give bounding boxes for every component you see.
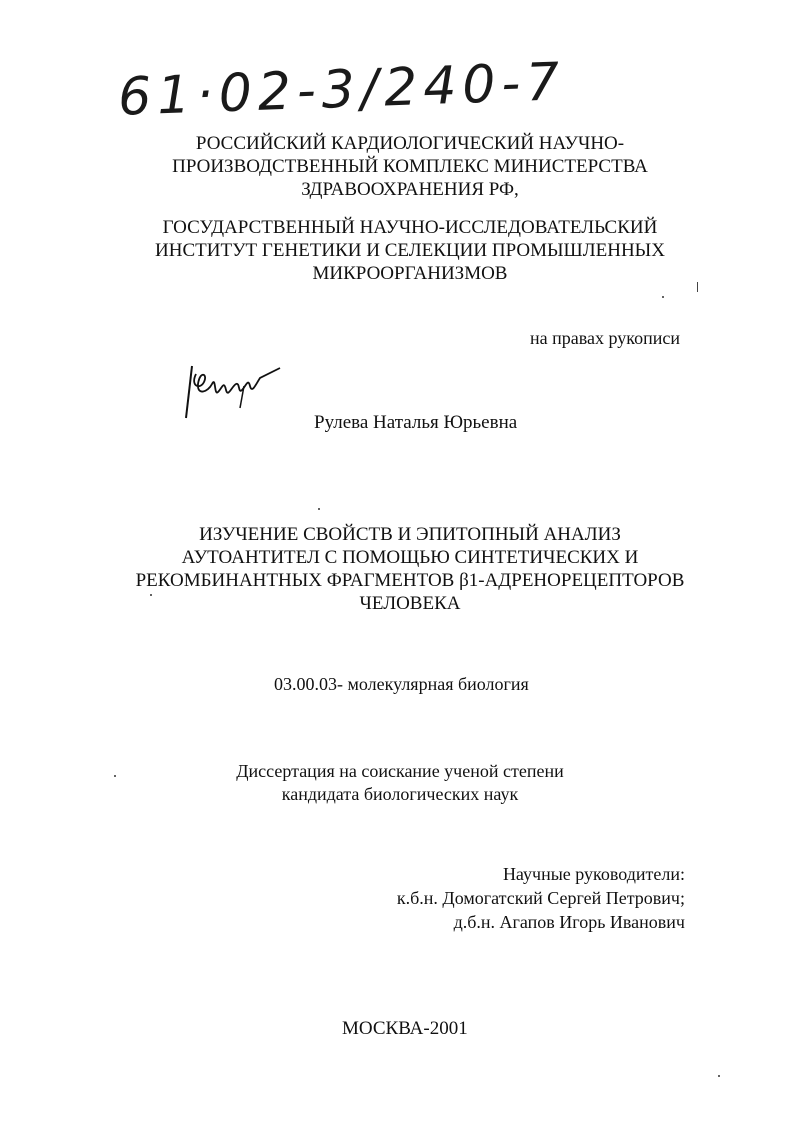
org2-line: МИКРООРГАНИЗМОВ [312, 263, 508, 284]
supervisors-block [397, 862, 685, 934]
supervisors-heading: Научные руководители: [502, 864, 685, 884]
specialty-code: 03.00.03- молекулярная биология [274, 674, 529, 694]
title-line: ЧЕЛОВЕКА [359, 593, 461, 614]
scan-speck [114, 775, 116, 777]
organization-1 [100, 132, 720, 201]
scan-mark [697, 282, 698, 292]
city-year: МОСКВА-2001 [342, 1018, 468, 1039]
degree-line: Диссертация на соискание ученой степени [236, 761, 564, 781]
org2-line: ГОСУДАРСТВЕННЫЙ НАУЧНО-ИССЛЕДОВАТЕЛЬСКИЙ [162, 217, 658, 238]
supervisor-name: д.б.н. Агапов Игорь Иванович [453, 912, 685, 932]
scan-speck [150, 594, 152, 596]
org1-line: ЗДРАВООХРАНЕНИЯ РФ, [301, 179, 519, 200]
degree-line: кандидата биологических наук [281, 784, 519, 804]
title-line: АУТОАНТИТЕЛ С ПОМОЩЬЮ СИНТЕТИЧЕСКИХ И [181, 547, 639, 568]
title-line: ИЗУЧЕНИЕ СВОЙСТВ И ЭПИТОПНЫЙ АНАЛИЗ [199, 524, 621, 545]
supervisor-name: к.б.н. Домогатский Сергей Петрович; [396, 888, 685, 908]
org1-line: РОССИЙСКИЙ КАРДИОЛОГИЧЕСКИЙ НАУЧНО- [195, 133, 625, 154]
handwritten-archive-number: 61·02-3/240-7 [117, 52, 567, 128]
organization-2 [100, 216, 720, 285]
degree-statement [180, 760, 620, 806]
dissertation-title [90, 523, 730, 615]
scan-speck [718, 1075, 720, 1077]
scan-speck [318, 508, 320, 510]
org1-line: ПРОИЗВОДСТВЕННЫЙ КОМПЛЕКС МИНИСТЕРСТВА [172, 156, 648, 177]
scan-speck [662, 296, 664, 298]
handwritten-signature [180, 356, 290, 426]
manuscript-note: на правах рукописи [530, 328, 680, 348]
org2-line: ИНСТИТУТ ГЕНЕТИКИ И СЕЛЕКЦИИ ПРОМЫШЛЕННЫХ [155, 240, 665, 261]
title-line: РЕКОМБИНАНТНЫХ ФРАГМЕНТОВ β1-АДРЕНОРЕЦЕПТОРОВ [135, 570, 685, 591]
author-name: Рулева Наталья Юрьевна [314, 412, 518, 433]
